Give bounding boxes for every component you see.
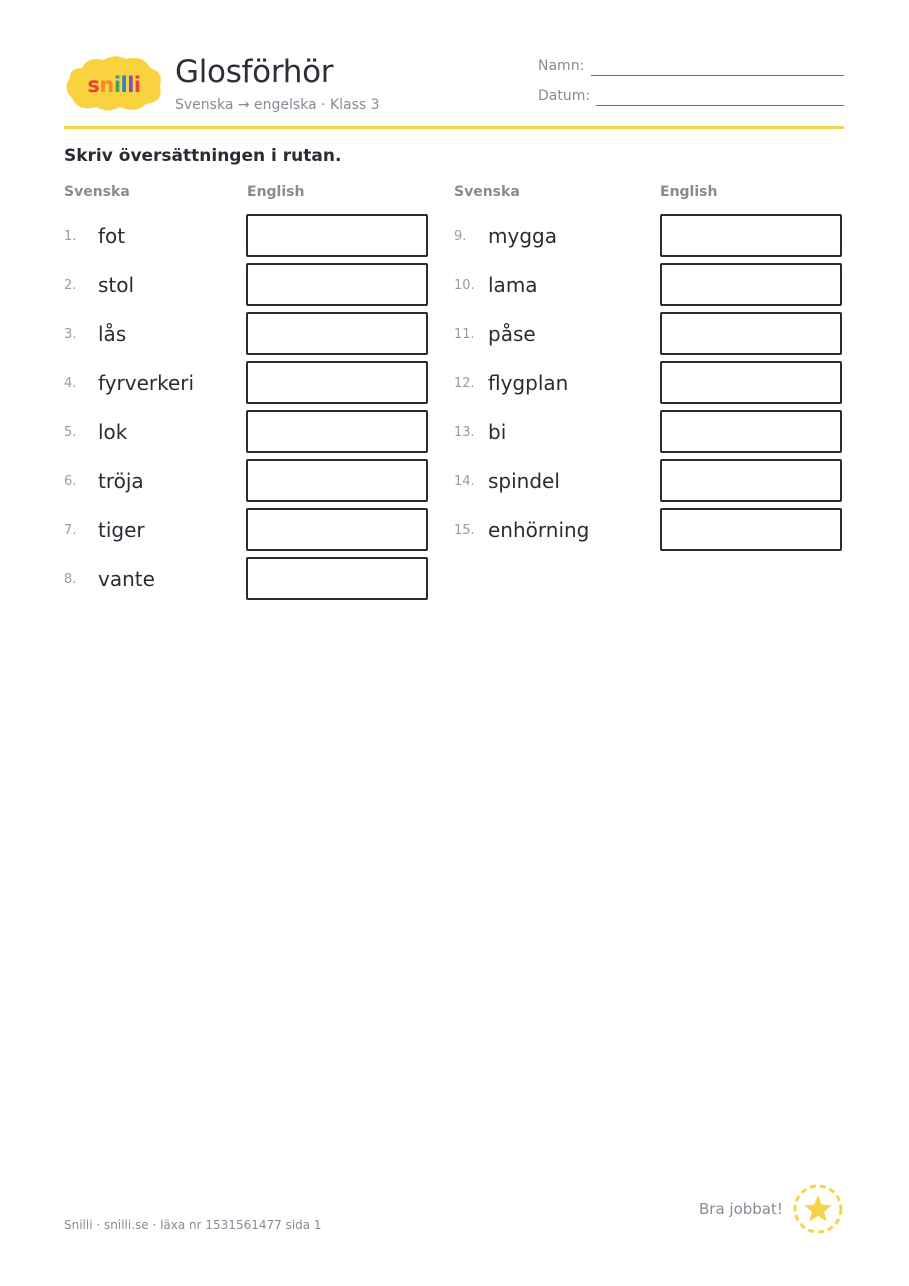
swedish-word: påse — [488, 322, 536, 346]
swedish-word: lås — [98, 322, 127, 346]
swedish-word: spindel — [488, 469, 560, 493]
answer-box[interactable] — [660, 214, 842, 257]
word-number: 11. — [454, 327, 475, 342]
answer-box[interactable] — [246, 214, 428, 257]
swedish-word: lok — [98, 420, 128, 444]
word-number: 5. — [64, 425, 77, 440]
answer-box[interactable] — [246, 361, 428, 404]
column-header-english-left: English — [247, 184, 305, 200]
date-label: Datum: — [538, 88, 591, 104]
snilli-logo — [64, 54, 164, 112]
column-header-svenska-right: Svenska — [454, 184, 520, 200]
name-line[interactable] — [591, 75, 844, 76]
date-line[interactable] — [596, 105, 844, 106]
star-icon — [792, 1183, 844, 1235]
word-number: 9. — [454, 229, 467, 244]
column-header-english-right: English — [660, 184, 718, 200]
word-number: 3. — [64, 327, 77, 342]
answer-box[interactable] — [660, 361, 842, 404]
answer-box[interactable] — [246, 557, 428, 600]
word-number: 12. — [454, 376, 475, 391]
swedish-word: fot — [98, 224, 126, 248]
word-number: 15. — [454, 523, 475, 538]
column-header-svenska-left: Svenska — [64, 184, 130, 200]
swedish-word: mygga — [488, 224, 557, 248]
footer-text: Snilli · snilli.se · läxa nr 1531561477 sida 1 — [64, 1218, 322, 1232]
answer-box[interactable] — [660, 508, 842, 551]
answer-box[interactable] — [660, 459, 842, 502]
word-number: 4. — [64, 376, 77, 391]
word-number: 1. — [64, 229, 77, 244]
answer-box[interactable] — [660, 312, 842, 355]
swedish-word: enhörning — [488, 518, 590, 542]
answer-box[interactable] — [246, 312, 428, 355]
swedish-word: bi — [488, 420, 507, 444]
praise-text: Bra jobbat! — [699, 1200, 783, 1218]
swedish-word: vante — [98, 567, 155, 591]
answer-box[interactable] — [246, 263, 428, 306]
page-subtitle: Svenska → engelska · Klass 3 — [175, 97, 380, 113]
instruction: Skriv översättningen i rutan. — [64, 146, 342, 166]
answer-box[interactable] — [660, 410, 842, 453]
name-label: Namn: — [538, 58, 585, 74]
answer-box[interactable] — [246, 459, 428, 502]
answer-box[interactable] — [660, 263, 842, 306]
answer-box[interactable] — [246, 508, 428, 551]
word-number: 8. — [64, 572, 77, 587]
date-field[interactable] — [538, 88, 590, 104]
word-number: 14. — [454, 474, 475, 489]
swedish-word: fyrverkeri — [98, 371, 195, 395]
swedish-word: flygplan — [488, 371, 569, 395]
swedish-word: tiger — [98, 518, 145, 542]
word-number: 10. — [454, 278, 475, 293]
swedish-word: lama — [488, 273, 538, 297]
name-field[interactable] — [538, 58, 584, 74]
page-title: Glosförhör — [175, 54, 334, 90]
swedish-word: stol — [98, 273, 135, 297]
word-number: 2. — [64, 278, 77, 293]
word-number: 7. — [64, 523, 77, 538]
swedish-word: tröja — [98, 469, 144, 493]
header-divider — [64, 126, 844, 129]
svg-text:snilli: snilli — [87, 73, 141, 97]
word-number: 13. — [454, 425, 475, 440]
word-number: 6. — [64, 474, 77, 489]
answer-box[interactable] — [246, 410, 428, 453]
